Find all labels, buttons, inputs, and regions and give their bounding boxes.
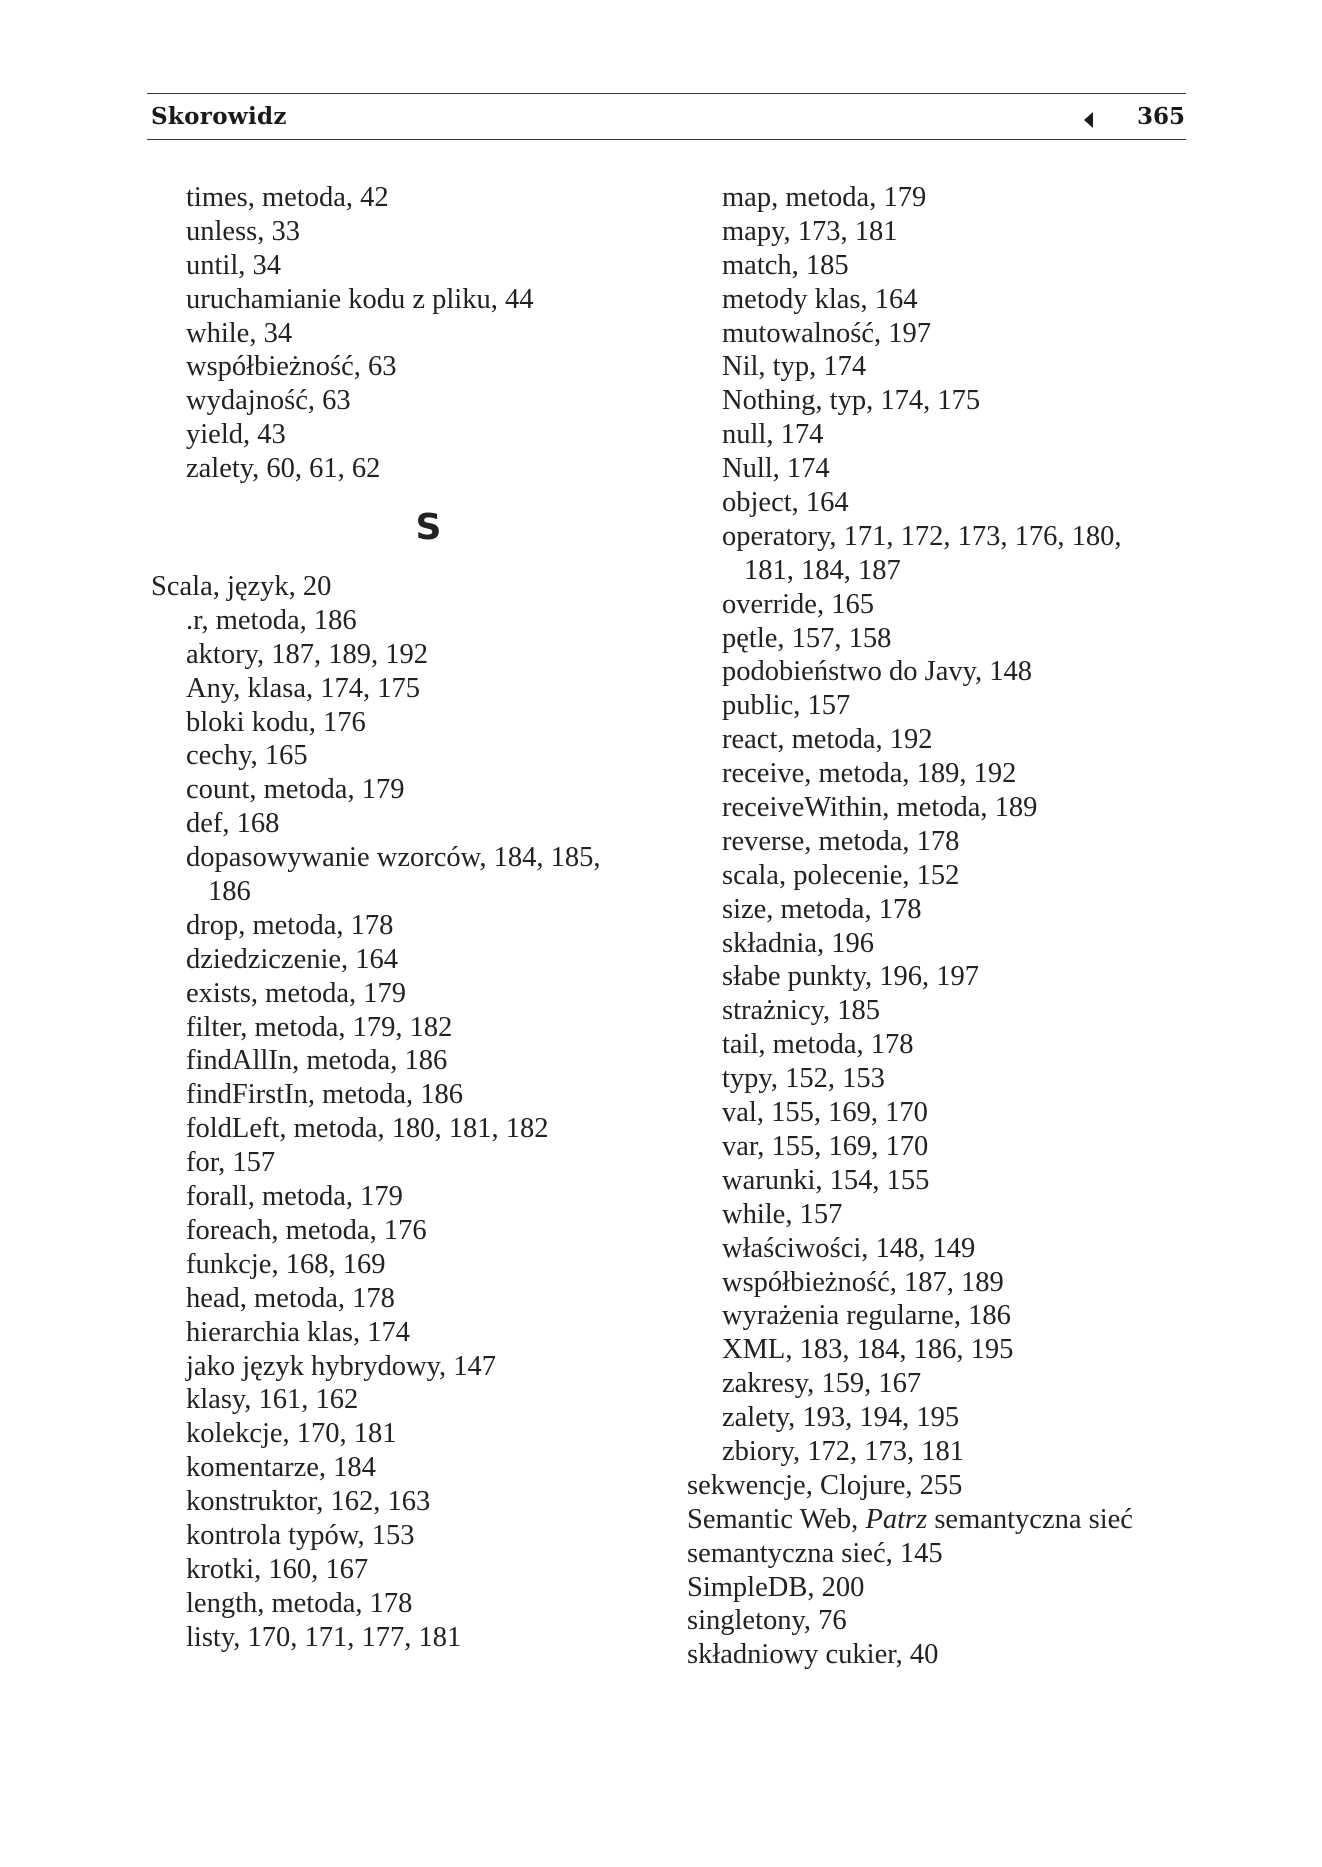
index-entry-main: składniowy cukier, 40 [687, 1639, 939, 1671]
see-target: semantyczna sieć [927, 1503, 1133, 1535]
index-entry: for, 157 [186, 1147, 276, 1179]
index-entry: współbieżność, 187, 189 [722, 1266, 1004, 1298]
index-entry: def, 168 [186, 808, 280, 840]
index-entry: współbieżność, 63 [186, 351, 397, 383]
index-entry-main: SimpleDB, 200 [687, 1571, 865, 1603]
index-entry: cechy, 165 [186, 740, 308, 772]
index-entry: strażnicy, 185 [722, 995, 881, 1027]
index-entry: public, 157 [722, 690, 851, 722]
index-entry-main [687, 1503, 1227, 1537]
index-entry: while, 34 [186, 317, 293, 349]
index-entry: Any, klasa, 174, 175 [186, 672, 421, 704]
header-top-rule [147, 93, 1186, 94]
section-letter: S [415, 507, 442, 549]
index-entry: length, metoda, 178 [186, 1587, 413, 1619]
index-entry-continuation: 186 [208, 876, 251, 908]
index-entry: jako język hybrydowy, 147 [186, 1350, 497, 1382]
index-entry: override, 165 [722, 588, 874, 620]
index-entry: times, metoda, 42 [186, 182, 389, 213]
index-entry: wyrażenia regularne, 186 [722, 1300, 1011, 1332]
index-entry: var, 155, 169, 170 [722, 1130, 929, 1162]
index-entry-continuation: 181, 184, 187 [744, 554, 901, 586]
index-entry: exists, metoda, 179 [186, 977, 407, 1009]
index-entry: bloki kodu, 176 [186, 706, 366, 738]
index-entry: filter, metoda, 179, 182 [186, 1011, 453, 1043]
index-entry: metody klas, 164 [722, 283, 918, 315]
index-entry: krotki, 160, 167 [186, 1553, 369, 1585]
index-entry-main: Scala, język, 20 [151, 571, 332, 603]
index-entry: receiveWithin, metoda, 189 [722, 792, 1038, 824]
index-entry: składnia, 196 [722, 927, 874, 959]
header-bottom-rule [147, 139, 1186, 140]
index-entry: uruchamianie kodu z pliku, 44 [186, 283, 534, 315]
index-column-right [687, 181, 1227, 1672]
index-entry: size, metoda, 178 [722, 893, 922, 925]
index-entry: typy, 152, 153 [722, 1063, 885, 1095]
index-entry: aktory, 187, 189, 192 [186, 638, 428, 670]
index-entry: kontrola typów, 153 [186, 1519, 415, 1551]
index-entry: zalety, 193, 194, 195 [722, 1402, 960, 1434]
index-entry: react, metoda, 192 [722, 724, 933, 756]
index-entry: dopasowywanie wzorców, 184, 185, [186, 842, 601, 874]
left-triangle-icon [1084, 112, 1093, 128]
index-entry: forall, metoda, 179 [186, 1181, 403, 1213]
index-entry: head, metoda, 178 [186, 1282, 395, 1314]
index-entry: map, metoda, 179 [722, 182, 927, 213]
index-entry: zbiory, 172, 173, 181 [722, 1435, 964, 1467]
page-number: 365 [1136, 103, 1185, 130]
index-entry: while, 157 [722, 1198, 843, 1230]
index-entry: konstruktor, 162, 163 [186, 1486, 431, 1518]
index-entry: zakresy, 159, 167 [722, 1368, 922, 1400]
index-entry: until, 34 [186, 249, 282, 281]
index-entry: słabe punkty, 196, 197 [722, 961, 980, 993]
index-entry: podobieństwo do Javy, 148 [722, 656, 1033, 688]
index-entry: pętle, 157, 158 [722, 622, 892, 654]
index-entry: tail, metoda, 178 [722, 1029, 914, 1061]
index-entry: scala, polecenie, 152 [722, 859, 960, 891]
index-entry: hierarchia klas, 174 [186, 1316, 410, 1348]
index-entry: receive, metoda, 189, 192 [722, 758, 1017, 790]
index-entry: yield, 43 [186, 419, 286, 451]
index-entry: object, 164 [722, 487, 849, 519]
index-entry: komentarze, 184 [186, 1452, 376, 1484]
index-entry: XML, 183, 184, 186, 195 [722, 1334, 1014, 1366]
index-entry: Nil, typ, 174 [722, 351, 867, 383]
index-entry: wydajność, 63 [186, 385, 351, 417]
index-entry: listy, 170, 171, 177, 181 [186, 1621, 462, 1653]
index-entry: dziedziczenie, 164 [186, 943, 399, 975]
index-entry: zalety, 60, 61, 62 [186, 453, 381, 485]
index-entry: klasy, 161, 162 [186, 1384, 359, 1416]
index-entry: Null, 174 [722, 453, 830, 485]
index-column-left [151, 181, 671, 1655]
index-entry: Nothing, typ, 174, 175 [722, 385, 981, 417]
index-entry: count, metoda, 179 [186, 774, 405, 806]
index-entry: reverse, metoda, 178 [722, 825, 960, 857]
index-entry: mutowalność, 197 [722, 317, 931, 349]
entry-text: Semantic Web, [687, 1503, 866, 1535]
running-header-title: Skorowidz [151, 103, 287, 130]
index-entry: kolekcje, 170, 181 [186, 1418, 397, 1450]
index-entry: drop, metoda, 178 [186, 909, 394, 941]
index-entry: match, 185 [722, 249, 849, 281]
index-entry: .r, metoda, 186 [186, 604, 357, 636]
index-entry: funkcje, 168, 169 [186, 1248, 386, 1280]
index-entry: val, 155, 169, 170 [722, 1097, 928, 1129]
index-entry: null, 174 [722, 419, 824, 451]
index-entry-main: sekwencje, Clojure, 255 [687, 1469, 963, 1501]
index-entry-main: semantyczna sieć, 145 [687, 1537, 943, 1569]
index-entry: operatory, 171, 172, 173, 176, 180, [722, 520, 1122, 552]
index-entry-main: singletony, 76 [687, 1605, 847, 1637]
index-entry: findFirstIn, metoda, 186 [186, 1079, 464, 1111]
index-entry: foldLeft, metoda, 180, 181, 182 [186, 1113, 549, 1145]
see-reference: Patrz [865, 1503, 928, 1535]
index-entry: warunki, 154, 155 [722, 1164, 930, 1196]
index-entry: foreach, metoda, 176 [186, 1214, 427, 1246]
index-entry: unless, 33 [186, 215, 300, 247]
index-entry: findAllIn, metoda, 186 [186, 1045, 448, 1077]
index-entry: mapy, 173, 181 [722, 215, 898, 247]
index-entry: właściwości, 148, 149 [722, 1232, 976, 1264]
